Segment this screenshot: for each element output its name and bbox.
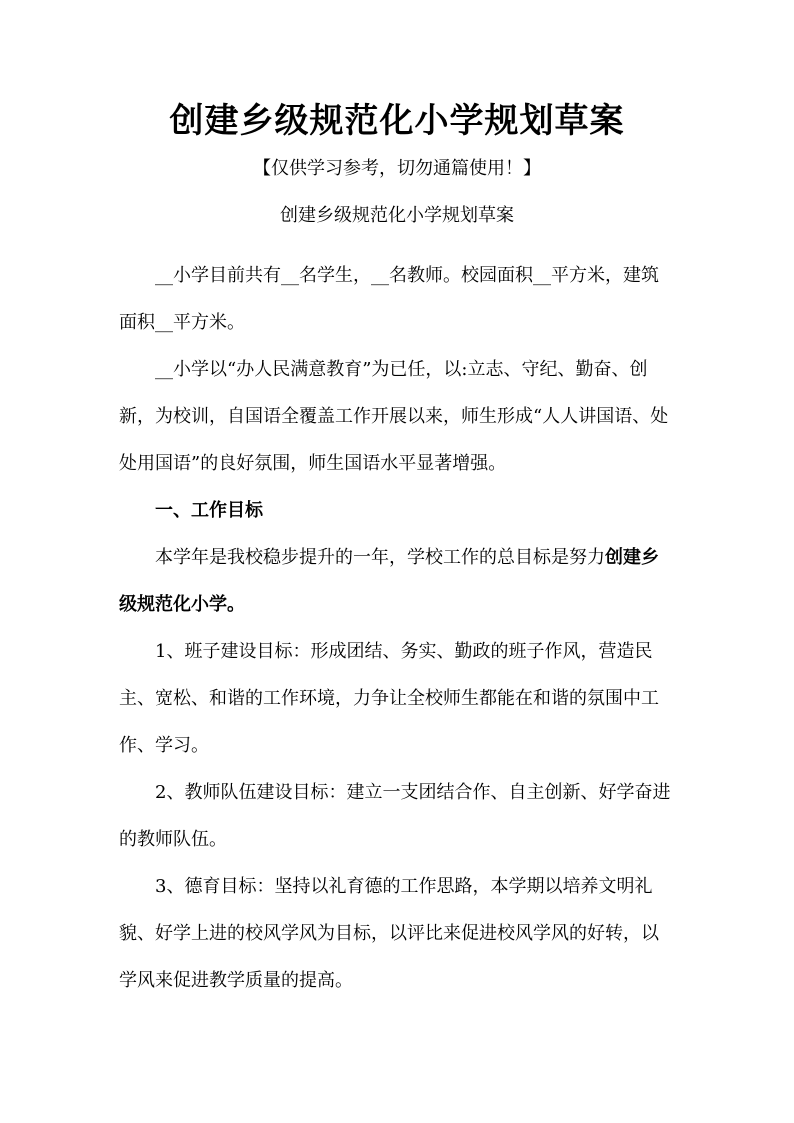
- paragraph-school-motto: __小学以“办人民满意教育”为已任，以:立志、守纪、勤奋、创新，为校训，自国语全覆盖工作开展以来，师生形成“人人讲国语、处处用国语”的良好氛围，师生国语水平显著增强。: [119, 359, 669, 474]
- document-body: [119, 252, 671, 1004]
- overall-goal-emphasis: 创建乡级规范化小学: [119, 547, 659, 615]
- overall-goal-end: 。: [227, 594, 245, 615]
- overall-goal-lead: 本学年是我校稳步提升的一年，学校工作的总目标是努力: [155, 547, 605, 568]
- list-item-moral-goal: 3、德育目标：坚持以礼育德的工作思路，本学期以培养文明礼貌、好学上进的校风学风为目标，以评比来促进校风学风的好转，以 学风来促进教学质量的提高。: [119, 876, 659, 991]
- list-item-leadership-goal: 1、班子建设目标：形成团结、务实、勤政的班子作风，营造民主、宽松、和谐的工作环境，力争让全校师生都能在和谐的氛围中工 作、学习。: [119, 641, 659, 756]
- document-subtitle: 创建乡级规范化小学规划草案: [280, 205, 514, 226]
- usage-notice: 【仅供学习参考，切勿通篇使用！】: [253, 158, 541, 179]
- list-item-teacher-goal: 2、教师队伍建设目标：建立一支团结合作、自主创新、好学奋进的教师队伍。: [119, 782, 671, 850]
- document-title: 创建乡级规范化小学规划草案: [169, 101, 625, 141]
- section-heading-work-goals: 一、工作目标: [155, 500, 263, 521]
- paragraph-overall-goal: [119, 534, 671, 628]
- paragraph-school-overview: __小学目前共有__名学生，__名教师。校园面积__平方米，建筑面积__平方米。: [119, 265, 659, 333]
